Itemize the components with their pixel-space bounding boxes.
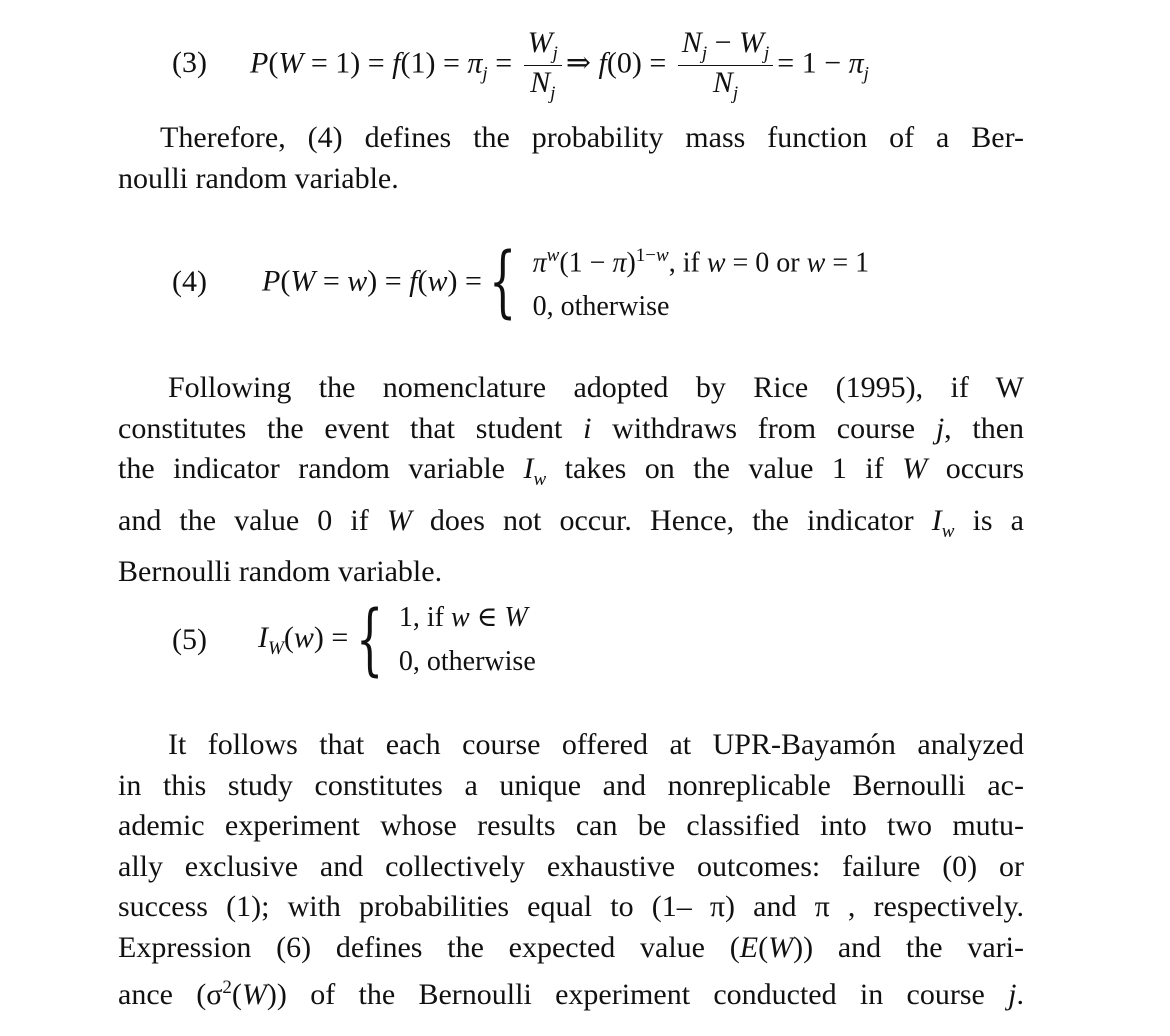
- text-line: Therefore, (4) defines the probability mass function of a Ber-: [160, 121, 1024, 154]
- text-line: and the value 0 if W does not occur. Hence, the indicator $I_w$ is a: [118, 503, 1024, 542]
- fraction-wj-over-nj: $\frac{W_j}{N_j}$: [524, 28, 562, 103]
- case-text: if: [682, 247, 700, 279]
- text-line: Following the nomenclature adopted by Rice (1995), if W: [168, 371, 1024, 404]
- text-line: success (1); with probabilities equal to (1– π) and π , respectively.: [118, 890, 1024, 923]
- piecewise-cases: $\pi^w(1 - \pi)^{1-w}$, if w = 0 or w = 1 0, otherwise: [533, 234, 870, 329]
- text-line: ance $(\sigma^2(W))$ of the Bernoulli experiment conducted in course j.: [118, 977, 1025, 1011]
- equation-number: (3): [172, 46, 207, 80]
- case-text: 1, if: [398, 602, 444, 633]
- text-line: ally exclusive and collectively exhaustive outcomes: failure (0) or: [118, 849, 1024, 883]
- equation-number: (5): [172, 623, 207, 656]
- equation-5: (5) $I_W(w)$ = { 1, if w ∈ W 0, otherwise: [172, 595, 536, 685]
- text-line: noulli random variable.: [118, 161, 399, 195]
- left-brace: {: [355, 595, 384, 685]
- paragraph-3: [118, 725, 1024, 1016]
- fraction-nj-minus-wj-over-nj: $\frac{N_j - W_j}{N_j}$: [678, 28, 774, 103]
- text-line: constitutes the event that student i withdraws from course j, then: [118, 411, 1025, 445]
- text-line: Bernoulli random variable.: [118, 555, 443, 588]
- left-brace: {: [489, 236, 517, 327]
- equation-4: (4) P(W = w) = f(w) = { $\pi^w(1 - \pi)^{1-w}$, if w = 0 or w = 1 0, otherwise: [172, 234, 869, 329]
- text-line: Expression (6) defines the expected value (E(W)) and the vari-: [118, 930, 1024, 964]
- paragraph-2: [118, 368, 1024, 593]
- case-text: 0, otherwise: [532, 291, 670, 323]
- equation-number: (4): [172, 264, 207, 298]
- text-line: in this study constitutes a unique and nonreplicable Bernoulli ac-: [118, 768, 1024, 802]
- piecewise-cases: 1, if w ∈ W 0, otherwise: [399, 596, 536, 684]
- equation-3: (3) $P(W = 1) = f(1) = \pi_j$ = $\frac{W_j}{N_j}$ ⇒ f(0) = $\frac{N_j - W_j}{N_j}$ = $1 - \pi_j$: [172, 26, 869, 104]
- paragraph-1: [118, 118, 1024, 199]
- text-line: ademic experiment whose results can be classified into two mutu-: [118, 809, 1024, 842]
- text-line: It follows that each course offered at UPR-Bayamón analyzed: [168, 728, 1024, 761]
- case-text: 0, otherwise: [398, 646, 536, 677]
- case-text: or: [776, 247, 800, 279]
- text-line: the indicator random variable $I_w$ takes on the value 1 if W occurs: [118, 452, 1025, 490]
